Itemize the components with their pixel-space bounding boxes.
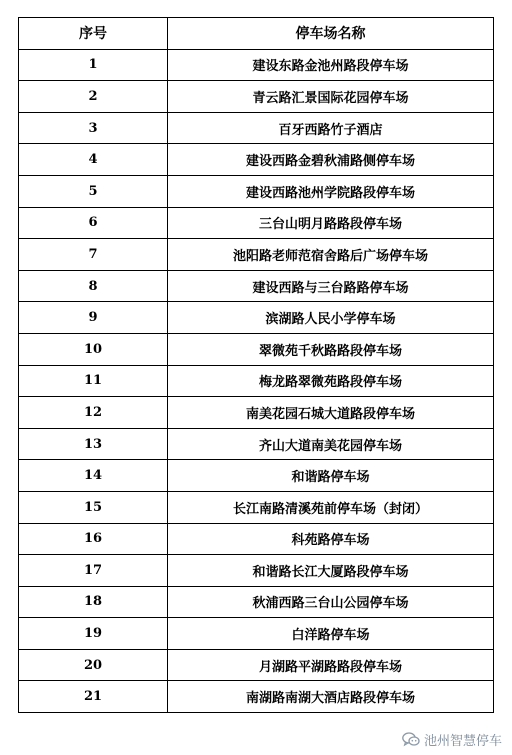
table-row [19,144,494,176]
watermark-text: 池州智慧停车 [423,734,502,749]
table-row [19,681,494,713]
table-row [19,491,494,523]
table-row [19,618,494,650]
parking-lot-name: 长江南路清溪苑前停车场（封闭） [168,491,494,523]
row-number: 6 [19,207,168,239]
row-number: 8 [19,270,168,302]
parking-lot-name: 滨湖路人民小学停车场 [168,302,494,334]
table-row [19,175,494,207]
parking-lot-name: 梅龙路翠微苑路段停车场 [168,365,494,397]
table-row [19,586,494,618]
table-row [19,365,494,397]
row-number: 17 [19,555,168,587]
header-no: 序号 [19,18,168,50]
table-row [19,333,494,365]
row-number: 1 [19,49,168,81]
row-number: 12 [19,397,168,429]
row-number: 2 [19,81,168,113]
row-number: 16 [19,523,168,555]
row-number: 7 [19,239,168,271]
wechat-icon [402,732,420,747]
row-number: 3 [19,112,168,144]
table-row [19,302,494,334]
table-row [19,270,494,302]
parking-lot-name: 科苑路停车场 [168,523,494,555]
parking-lot-name: 白洋路停车场 [168,618,494,650]
parking-lot-name: 翠微苑千秋路路段停车场 [168,333,494,365]
table-row [19,428,494,460]
table-row [19,397,494,429]
parking-lot-name: 和谐路长江大厦路段停车场 [168,555,494,587]
row-number: 10 [19,333,168,365]
parking-lot-name: 月湖路平湖路路段停车场 [168,649,494,681]
row-number: 11 [19,365,168,397]
table-row [19,81,494,113]
row-number: 4 [19,144,168,176]
parking-lot-table [18,17,494,713]
table-row [19,555,494,587]
parking-lot-name: 三台山明月路路段停车场 [168,207,494,239]
table-row [19,112,494,144]
table-row [19,649,494,681]
row-number: 18 [19,586,168,618]
parking-lot-name: 齐山大道南美花园停车场 [168,428,494,460]
row-number: 15 [19,491,168,523]
row-number: 19 [19,618,168,650]
parking-lot-name: 青云路汇景国际花园停车场 [168,81,494,113]
parking-lot-name: 和谐路停车场 [168,460,494,492]
parking-lot-name: 池阳路老师范宿舍路后广场停车场 [168,239,494,271]
table-row [19,207,494,239]
parking-lot-name: 百牙西路竹子酒店 [168,112,494,144]
parking-lot-name: 建设西路与三台路路停车场 [168,270,494,302]
table-body [19,49,494,712]
row-number: 14 [19,460,168,492]
table-row [19,239,494,271]
table-header-row [19,18,494,50]
table-row [19,523,494,555]
parking-lot-name: 建设东路金池州路段停车场 [168,49,494,81]
table-row [19,460,494,492]
table-row [19,49,494,81]
parking-lot-name: 南美花园石城大道路段停车场 [168,397,494,429]
parking-lot-name: 南湖路南湖大酒店路段停车场 [168,681,494,713]
header-name: 停车场名称 [168,18,494,50]
row-number: 21 [19,681,168,713]
parking-lot-name: 建设西路金碧秋浦路侧停车场 [168,144,494,176]
parking-lot-name: 建设西路池州学院路段停车场 [168,175,494,207]
watermark [402,730,502,749]
parking-lot-name: 秋浦西路三台山公园停车场 [168,586,494,618]
row-number: 9 [19,302,168,334]
row-number: 5 [19,175,168,207]
row-number: 13 [19,428,168,460]
row-number: 20 [19,649,168,681]
